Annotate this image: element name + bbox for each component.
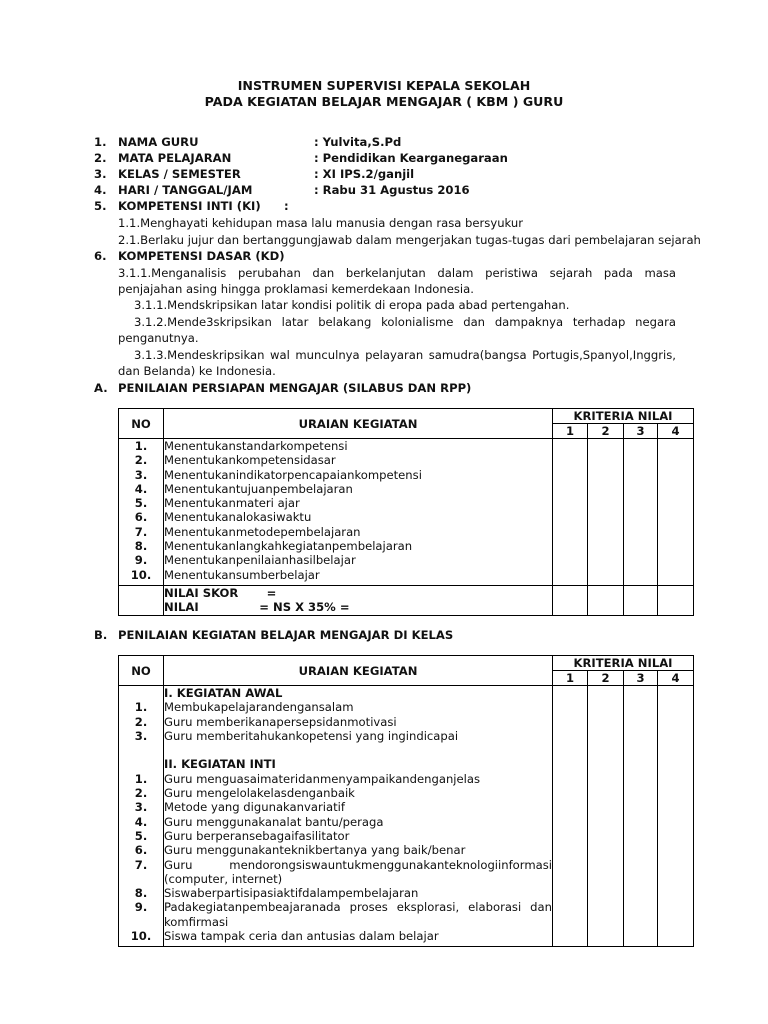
- table-b: [118, 655, 694, 947]
- item-number: 2.: [134, 786, 148, 801]
- score-cell[interactable]: [553, 439, 588, 586]
- item-number: 3.: [134, 728, 148, 743]
- table-a-items-row: [119, 439, 694, 586]
- item-description: Menentukansumberbelajar: [164, 567, 320, 582]
- item-description: Padakegiatanpembeajaranada proses eksplorasi, elaborasi dan komfirmasi: [164, 900, 552, 929]
- identity-number: 1.: [94, 135, 107, 149]
- item-description: Menentukanstandarkompetensi: [164, 439, 348, 453]
- item-number: 3.: [134, 800, 148, 815]
- table-a-criteria-1: 1: [553, 424, 588, 439]
- score-cell[interactable]: [624, 439, 658, 586]
- table-a-criteria-4: 4: [658, 424, 694, 439]
- group-title-inti: II. KEGIATAN INTI: [164, 757, 276, 772]
- item-description: Membukapelajarandengansalam: [164, 700, 354, 715]
- table-b-criteria-2: 2: [588, 671, 624, 686]
- identity-value: : Yulvita,S.Pd: [314, 135, 402, 149]
- item-number: 5.: [134, 828, 148, 843]
- identity-label: MATA PELAJARAN: [118, 151, 232, 165]
- section-b-letter: B.: [94, 628, 108, 642]
- kd-paragraph: 3.1.3.Mendeskripsikan wal munculnya pelayaran samudra(bangsa Portugis,Spanyol,Inggris, dan Belanda) ke Indonesia.: [118, 348, 676, 378]
- kd-paragraph: 3.1.2.Mende3skripsikan latar belakang kolonialisme dan dampaknya terhadap negara penganutnya.: [118, 315, 676, 345]
- identity-value: :: [284, 199, 289, 213]
- item-description: Guru mendorongsiswauntukmenggunakanteknologiinformasi (computer, internet): [164, 857, 552, 886]
- document-title-line2: PADA KEGIATAN BELAJAR MENGAJAR ( KBM ) GURU: [204, 94, 564, 109]
- item-number: 2.: [134, 714, 148, 729]
- ki-item: 2.1.Berlaku jujur dan bertanggungjawab dalam mengerjakan tugas-tugas dari pembelajaran sejarah: [118, 233, 701, 247]
- score-cell[interactable]: [588, 586, 624, 616]
- identity-label: NAMA GURU: [118, 135, 199, 149]
- table-b-col-desc: URAIAN KEGIATAN: [164, 656, 553, 686]
- identity-number: 4.: [94, 183, 107, 197]
- identity-label: KELAS / SEMESTER: [118, 167, 241, 181]
- section-a-title: PENILAIAN PERSIAPAN MENGAJAR (SILABUS DAN RPP): [118, 381, 472, 395]
- table-a-items-cell: [164, 439, 553, 586]
- score-cell[interactable]: [624, 686, 658, 947]
- table-b-col-no: NO: [119, 656, 164, 686]
- item-number: 4.: [134, 814, 148, 829]
- table-b-items-cell: [164, 686, 553, 947]
- table-b-criteria-4: 4: [658, 671, 694, 686]
- item-number: 7.: [134, 857, 148, 872]
- item-number: 9.: [134, 900, 148, 915]
- table-a-col-criteria: KRITERIA NILAI: [553, 409, 694, 424]
- table-b-col-criteria: KRITERIA NILAI: [553, 656, 694, 671]
- item-number: 7.: [134, 524, 148, 539]
- table-a-col-no: NO: [119, 409, 164, 439]
- identity-label: KOMPETENSI INTI (KI): [118, 199, 261, 213]
- table-b-criteria-1: 1: [553, 671, 588, 686]
- table-b-numbers-cell: [119, 686, 164, 947]
- table-a-criteria-2: 2: [588, 424, 624, 439]
- item-description: Siswa tampak ceria dan antusias dalam belajar: [164, 929, 439, 944]
- item-number: 1.: [134, 771, 148, 786]
- score-label: NILAI SKOR =: [164, 586, 277, 600]
- group-title-awal: I. KEGIATAN AWAL: [164, 686, 283, 700]
- table-b-items-row: [119, 686, 694, 947]
- score-cell[interactable]: [624, 586, 658, 616]
- item-number: 3.: [134, 467, 148, 482]
- item-description: Siswaberpartisipasiaktifdalampembelajaran: [164, 886, 419, 901]
- item-description: Guru menggunakanteknikbertanya yang baik/benar: [164, 843, 466, 858]
- score-cell[interactable]: [588, 439, 624, 586]
- identity-value: : XI IPS.2/ganjil: [314, 167, 415, 181]
- item-number: 4.: [134, 481, 148, 496]
- item-number: 8.: [134, 539, 148, 554]
- item-description: Menentukantujuanpembelajaran: [164, 481, 353, 496]
- nilai-label: NILAI = NS X 35% =: [164, 600, 350, 615]
- summary-cell: [164, 586, 553, 616]
- score-cell[interactable]: [553, 586, 588, 616]
- item-description: Menentukankompetensidasar: [164, 453, 336, 468]
- item-description: Menentukanpenilaianhasilbelajar: [164, 553, 356, 568]
- item-description: Guru memberikanapersepsidanmotivasi: [164, 714, 397, 729]
- identity-number: 5.: [94, 199, 107, 213]
- score-cell[interactable]: [588, 686, 624, 947]
- document-title-line1: INSTRUMEN SUPERVISI KEPALA SEKOLAH: [237, 78, 531, 93]
- identity-number: 3.: [94, 167, 107, 181]
- kd-paragraph: 3.1.1.Menganalisis perubahan dan berkelanjutan dalam peristiwa sejarah pada masa penjajahan asing hingga proklamasi kemerdekaan Indonesia.: [118, 266, 676, 296]
- summary-number-cell: [119, 586, 164, 616]
- score-cell[interactable]: [658, 686, 694, 947]
- table-a-col-desc: URAIAN KEGIATAN: [164, 409, 553, 439]
- item-description: Menentukanmateri ajar: [164, 496, 300, 511]
- item-description: Guru menguasaimateridanmenyampaikandenganjelas: [164, 771, 481, 786]
- table-a-numbers-cell: [119, 439, 164, 586]
- table-b-criteria-3: 3: [624, 671, 658, 686]
- table-a-criteria-3: 3: [624, 424, 658, 439]
- ki-item: 1.1.Menghayati kehidupan masa lalu manusia dengan rasa bersyukur: [118, 216, 524, 230]
- item-description: Metode yang digunakanvariatif: [164, 800, 345, 815]
- item-number: 6.: [134, 510, 148, 525]
- item-description: Guru berperansebagaifasilitator: [164, 828, 350, 843]
- score-cell[interactable]: [658, 586, 694, 616]
- item-number: 1.: [134, 700, 148, 715]
- item-description: Guru menggunakanalat bantu/peraga: [164, 814, 384, 829]
- section-b-title: PENILAIAN KEGIATAN BELAJAR MENGAJAR DI KELAS: [118, 628, 454, 642]
- item-number: 9.: [134, 553, 148, 568]
- item-number: 6.: [134, 843, 148, 858]
- item-number: 2.: [134, 453, 148, 468]
- item-number: 1.: [134, 439, 148, 453]
- identity-label: HARI / TANGGAL/JAM: [118, 183, 253, 197]
- kd-paragraph: 3.1.1.Mendskripsikan latar kondisi politik di eropa pada abad pertengahan.: [134, 298, 570, 312]
- identity-value: : Rabu 31 Agustus 2016: [314, 183, 470, 197]
- identity-number: 2.: [94, 151, 107, 165]
- item-number: 8.: [134, 886, 148, 901]
- table-a: [118, 408, 694, 616]
- item-number: 5.: [134, 496, 148, 511]
- score-cell[interactable]: [658, 439, 694, 586]
- score-cell[interactable]: [553, 686, 588, 947]
- item-description: Menentukanlangkahkegiatanpembelajaran: [164, 539, 413, 554]
- item-description: Guru mengelolakelasdenganbaik: [164, 786, 355, 801]
- kd-label: KOMPETENSI DASAR (KD): [118, 249, 285, 263]
- table-a-summary-row: [119, 586, 694, 616]
- identity-value: : Pendidikan Kearganegaraan: [314, 151, 508, 165]
- kd-number: 6.: [94, 249, 107, 263]
- item-number: 10.: [130, 929, 152, 944]
- item-number: 10.: [130, 567, 152, 582]
- item-description: Menentukanindikatorpencapaiankompetensi: [164, 467, 422, 482]
- section-a-letter: A.: [94, 381, 108, 395]
- item-description: Guru memberitahukankopetensi yang ingindicapai: [164, 728, 459, 743]
- item-description: Menentukanmetodepembelajaran: [164, 524, 361, 539]
- item-description: Menentukanalokasiwaktu: [164, 510, 312, 525]
